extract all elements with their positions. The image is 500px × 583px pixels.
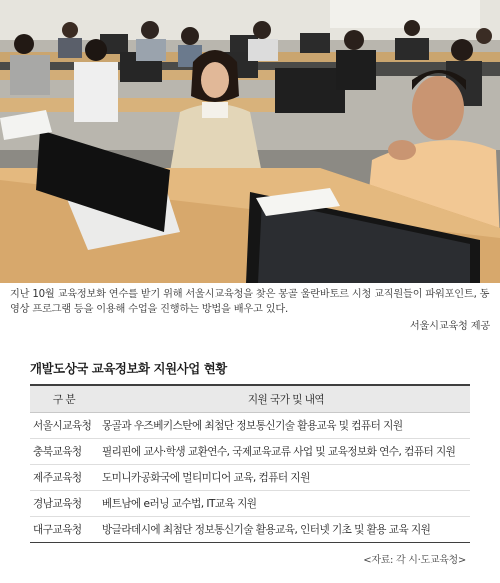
photo-caption: 지난 10월 교육정보화 연수를 받기 위해 서울시교육청을 찾은 몽골 울란바토르 시청 교직원들이 파워포인트, 동영상 프로그램 등을 이용해 수업을 진행하는 방법을 배우고 있다. (10, 289, 490, 315)
classroom-photo (0, 0, 500, 283)
row-detail: 필리핀에 교사·학생 교환연수, 국제교육교류 사업 및 교육정보화 연수, 컴퓨터 지원 (102, 446, 456, 458)
table-row (30, 491, 470, 517)
header-detail: 지원 국가 및 내역 (247, 393, 325, 406)
row-region: 경남교육청 (33, 498, 82, 510)
support-table (30, 384, 470, 543)
row-region: 충북교육청 (33, 446, 82, 458)
table-title: 개발도상국 교육정보화 지원사업 현황 (30, 361, 227, 376)
row-region: 대구교육청 (33, 524, 82, 536)
table-row (30, 465, 470, 491)
row-region: 서울시교육청 (33, 420, 92, 432)
table-bottom-rule (30, 542, 470, 543)
row-detail: 몽골과 우즈베키스탄에 최첨단 정보통신기술 활용교육 및 컴퓨터 지원 (102, 420, 403, 432)
row-detail: 도미니카공화국에 멀티미디어 교육, 컴퓨터 지원 (102, 472, 310, 484)
table-source: <자료: 각 시·도교육청> (363, 555, 466, 566)
row-detail: 방글라데시에 최첨단 정보통신기술 활용교육, 인터넷 기초 및 활용 교육 지원 (102, 524, 431, 536)
table-row (30, 413, 470, 439)
row-region: 제주교육청 (33, 472, 82, 484)
table-row (30, 517, 470, 543)
header-category: 구 분 (52, 393, 76, 406)
photo-credit: 서울시교육청 제공 (409, 321, 490, 332)
classroom-illustration (0, 0, 500, 283)
table-row (30, 439, 470, 465)
table-header-row (30, 386, 470, 413)
row-detail: 베트남에 e러닝 교수법, IT교육 지원 (102, 498, 257, 510)
